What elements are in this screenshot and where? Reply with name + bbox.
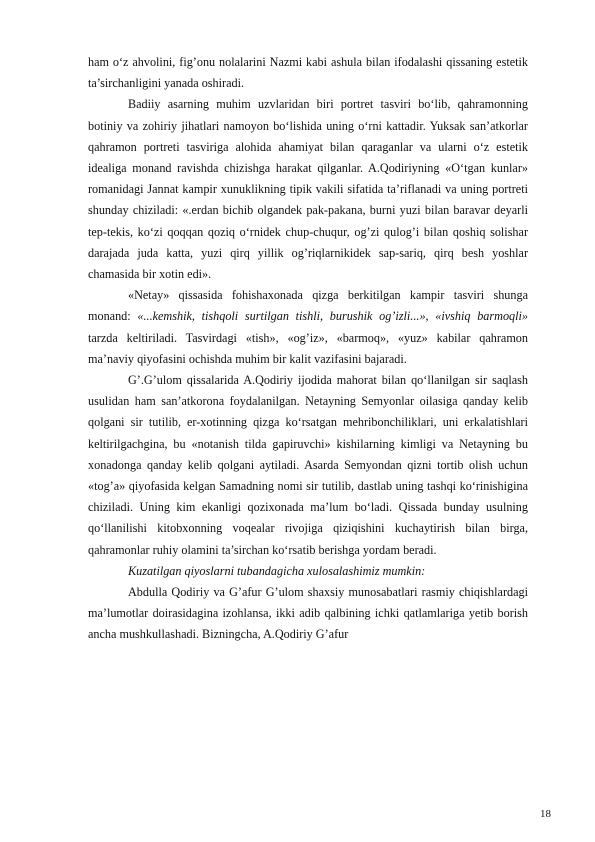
paragraph-secret (88, 370, 528, 561)
paragraph-portrait (88, 94, 528, 285)
paragraph-text: Badiiy asarning muhim uzvlaridan biri portret tasviri bo‘lib, qahramonning botiniy va zohiriy jihatlari namoyon bo‘lishida uning o‘rni kattadir. Yuksak san’atkorlar qahramon portreti tasviriga alohida ahamiyat bilan qaraganlar va ularni o‘z estetik idealiga monand ravishda chizishga harakat qilganlar. A.Qodiriyning «O‘tgan kunlar» romanidagi Jannat kampir xunuklikning tipik vakili sifatida ta’riflanadi va uning portreti shunday chiziladi: «.erdan bichib olgandek pak-pakana, burni yuzi bilan baravar deyarli tep-tekis, ko‘zi qoqqan qoziq o‘rnidek chup-chuqur, og’zi qulog’i bilan qoshiq solishar darajada juda katta, yuzi qirq yillik og’riqlarnikidek sap-sariq, qirq besh yoshlar chamasida bir xotin edi». (88, 97, 528, 282)
paragraph-netay (88, 285, 528, 370)
body-text (88, 52, 528, 646)
paragraph-text: G’.G’ulom qissalarida A.Qodiriy ijodida mahorat bilan qo‘llanilgan sir saqlash usulidan ham san’atkorona foydalanilgan. Netayning Semyonlar oilasiga qanday kelib qolgani sir tutilib, er-xotinning qizga ko‘rsatgan mehribonchiliklari, uni erkalatishlari keltirilgachgina, bu «notanish tilda gapiruvchi» kishilarning kimligi va Netayning bu xonadonga qanday kelib qolgani aytiladi. Asarda Semyondan qizni tortib olish uchun «tog’a» qiyofasida kelgan Samadning nomi sir tutilib, dastlab uning tashqi ko‘rinishigina chiziladi. Uning kim ekanligi qozixonada ma’lum bo‘ladi. Qissada bunday usulning qo‘llanilishi kitobxonning voqealar rivojiga qiziqishini kuchaytirish bilan birga, qahramonlar ruhiy olamini ta’sirchan ko‘rsatib berishga yordam beradi. (88, 373, 528, 557)
paragraph-continuation (88, 52, 528, 94)
paragraph-relations (88, 582, 528, 646)
page-number: 18 (540, 808, 551, 820)
paragraph-text: tarzda keltiriladi. Tasvirdagi «tish», «og’iz», «barmoq», «yuz» kabilar qahramon ma’naviy qiyofasini ochishda muhim bir kalit vazifasini bajaradi. (88, 330, 528, 366)
italic-heading: Kuzatilgan qiyoslarni tubandagicha xulosalashimiz mumkin: (128, 563, 426, 578)
paragraph-conclusion-heading (88, 561, 528, 582)
paragraph-text: «Netay» qissasida fohishaxonada qizga berkitilgan kampir tasviri shunga monand: (88, 288, 528, 324)
italic-quote: «...kemshik, tishqoli surtilgan tishli, burushik og’izli...», «ivshiq barmoqli» (137, 309, 529, 324)
paragraph-text: Abdulla Qodiriy va G’afur G’ulom shaxsiy munosabatlari rasmiy chiqishlardagi ma’lumotlar doirasidagina izohlansa, ikki adib qalbining ichki qatlamlariga yetib borish ancha mushkullashadi. Bizningcha, A.Qodiriy G’afur (88, 585, 528, 642)
paragraph-text: ham o‘z ahvolini, fig’onu nolalarini Nazmi kabi ashula bilan ifodalashi qissaning estetik ta’sirchanligini yanada oshiradi. (88, 55, 528, 91)
